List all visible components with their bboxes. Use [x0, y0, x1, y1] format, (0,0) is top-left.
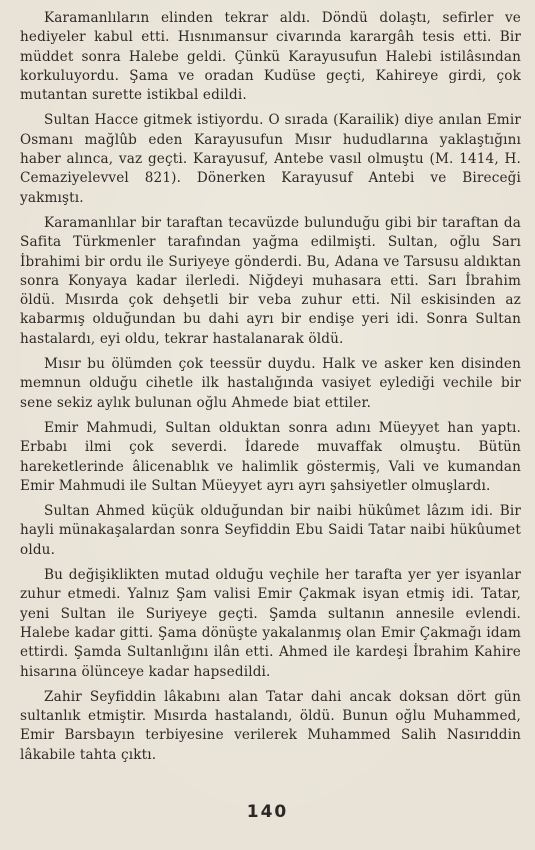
paragraph-4: Mısır bu ölümden çok teessür duydu. Halk ve asker ken disinden memnun olduğu cihetle ilk hastalığında vasiyet eylediği vechile bir sene sekiz aylık bulunan oğlu Ahmede biat ettiler.: [20, 356, 521, 411]
paragraph-3: Karamanlılar bir taraftan tecavüzde bulunduğu gibi bir taraftan da Safita Türkmenler tarafından yağma edilmişti. Sultan, oğlu Sarı İbrahimi bir ordu ile Suriyeye gönderdi. Bu, Adana ve Tarsusu aldıktan sonra Konyaya kadar ilerledi. Niğdeyi muhasara etti. Sarı İbrahim öldü. Mısırda çok dehşetli bir veba zuhur etti. Nil eskisinden az kabarmış olduğundan bu dahi ayrı bir endişe yeri idi. Sonra Sultan hastalardı, eyi oldu, tekrar hastalanarak öldü.: [20, 214, 521, 347]
page-body-text: [20, 9, 521, 765]
paragraph-1: Karamanlıların elinden tekrar aldı. Döndü dolaştı, sefirler ve hediyeler kabul etti. Hısnımansur civarında karargâh tesis etti. Bir müddet sonra Halebe geldi. Çünkü Karayusufun Halebi istilâsından korkuluyordu. Şama ve oradan Kudüse geçti, Kahireye girdi, çok mutantan surette istikbal edildi.: [20, 10, 521, 104]
page-number: 140: [246, 802, 289, 822]
paragraph-5: Emir Mahmudi, Sultan olduktan sonra adını Müeyyet han yaptı. Erbabı ilmi çok severdi. İdarede muvaffak olmuştu. Bütün hareketlerinde âlicenablık ve halimlik göstermiş, Vali ve kumandan Emir Mahmudi ile Sultan Müeyyet ayrı ayrı şahsiyetler olmuşlardı.: [20, 419, 521, 494]
paragraph-8: Zahir Seyfiddin lâkabını alan Tatar dahi ancak doksan dört gün sultanlık etmiştir. Mısırda hastalandı, öldü. Bunun oğlu Muhammed, Emir Barsbayın terbiyesine verilerek Muhammed Salih Nasırıddin lâkabile tahta çıktı.: [20, 688, 521, 763]
paragraph-7: Bu değişiklikten mutad olduğu veçhile her tarafta yer yer isyanlar zuhur etmedi. Yalnız Şam valisi Emir Çakmak isyan etmiş idi. Tatar, yeni Sultan ile Suriyeye geçti. Şamda sultanın annesile evlendi. Halebe kadar gitti. Şama dönüşte yakalanmış olan Emir Çakmağı idam ettirdi. Şamda Sultanlığını ilân etti. Ahmed ile kardeşi İbrahim Kahire hisarına ölünceye kadar hapsedildi.: [20, 567, 521, 680]
paragraph-6: Sultan Ahmed küçük olduğundan bir naibi hükûmet lâzım idi. Bir hayli münakaşalardan sonra Seyfiddin Ebu Saidi Tatar naibi hükûumet oldu.: [20, 503, 521, 558]
paragraph-2: Sultan Hacce gitmek istiyordu. O sırada (Karailik) diye anılan Emir Osmanı mağlûb eden Karayusufun Mısır hududlarına yaklaştığını haber alınca, vaz geçti. Karayusuf, Antebe vasıl olmuştu (M. 1414, H. Cemaziyelevvel 821). Dönerken Karayusuf Antebi ve Bireceği yakmıştı.: [20, 112, 521, 206]
